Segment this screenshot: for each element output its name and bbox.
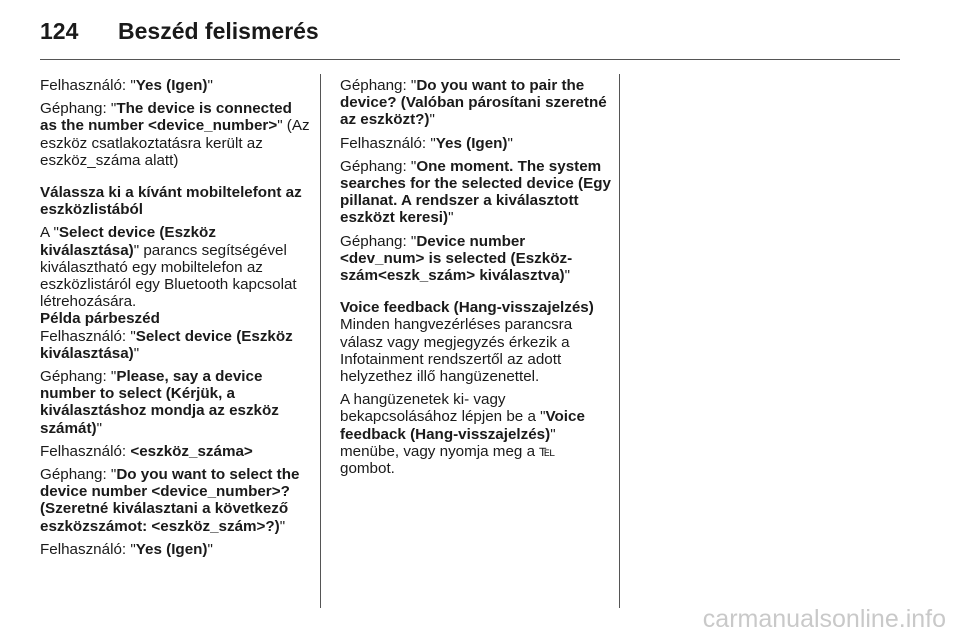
- dialog-line: Géphang: "Please, say a device number to select (Kérjük, a kiválasztáshoz mondja az eszköz számát)": [40, 368, 279, 437]
- dialog-line: Felhasználó: <eszköz_száma>: [40, 442, 253, 460]
- watermark: carmanualsonline.info: [702, 605, 946, 633]
- dialog-line: Géphang: "One moment. The system searches for the selected device (Egy pillanat. A rendszer a kiválasztott eszközt keresi)": [340, 157, 611, 227]
- dialog-line: Felhasználó: "Yes (Igen)": [40, 77, 213, 94]
- text-column-2: [340, 77, 612, 483]
- dialog-line: Felhasználó: "Select device (Eszköz kiválasztása)": [40, 327, 293, 362]
- column-divider-left: [320, 74, 321, 608]
- text-column-1: [40, 77, 312, 564]
- dialog-line: Géphang: "Do you want to select the device number <device_number>? (Szeretné kiválasztani a következő eszközszámot: <eszköz_szám>?)": [40, 466, 300, 535]
- dialog-line: Géphang: "Device number <dev_num> is selected (Eszköz-szám<eszk_szám> kiválasztva)": [340, 232, 573, 285]
- section-heading: Válassza ki a kívánt mobiltelefont az eszközlistából: [40, 184, 302, 219]
- dialog-line: Géphang: "The device is connected as the number <device_number>" (Az eszköz csatlakoztatásra került az eszköz_száma alatt): [40, 100, 310, 169]
- page-number: 124: [40, 18, 79, 44]
- paragraph: A hangüzenetek ki- vagy bekapcsolásához lépjen be a "Voice feedback (Hang-visszajelzés)" menübe, vagy nyomja meg a ℡ gombot.: [340, 391, 585, 478]
- dialog-line: Géphang: "Do you want to pair the device? (Valóban párosítani szeretné az eszközt?)": [340, 77, 607, 129]
- column-divider-right: [619, 74, 620, 608]
- paragraph: Minden hangvezérléses parancsra válasz vagy megjegyzés érkezik a Infotainment rendszertől az adott helyzethez illő hangüzenettel.: [340, 316, 573, 386]
- page-title: Beszéd felismerés: [118, 18, 319, 44]
- section-heading: Példa párbeszéd: [40, 310, 160, 328]
- section-heading: Voice feedback (Hang-visszajelzés): [340, 299, 594, 317]
- dialog-line: Felhasználó: "Yes (Igen)": [40, 540, 213, 558]
- paragraph: A "Select device (Eszköz kiválasztása)" parancs segítségével kiválasztható egy mobiltelefon az eszközlistáról egy Bluetooth kapcsolat létrehozására.: [40, 224, 297, 311]
- header-rule: [40, 59, 900, 60]
- telephone-voice-icon: ℡: [539, 442, 556, 460]
- dialog-line: Felhasználó: "Yes (Igen)": [340, 134, 513, 152]
